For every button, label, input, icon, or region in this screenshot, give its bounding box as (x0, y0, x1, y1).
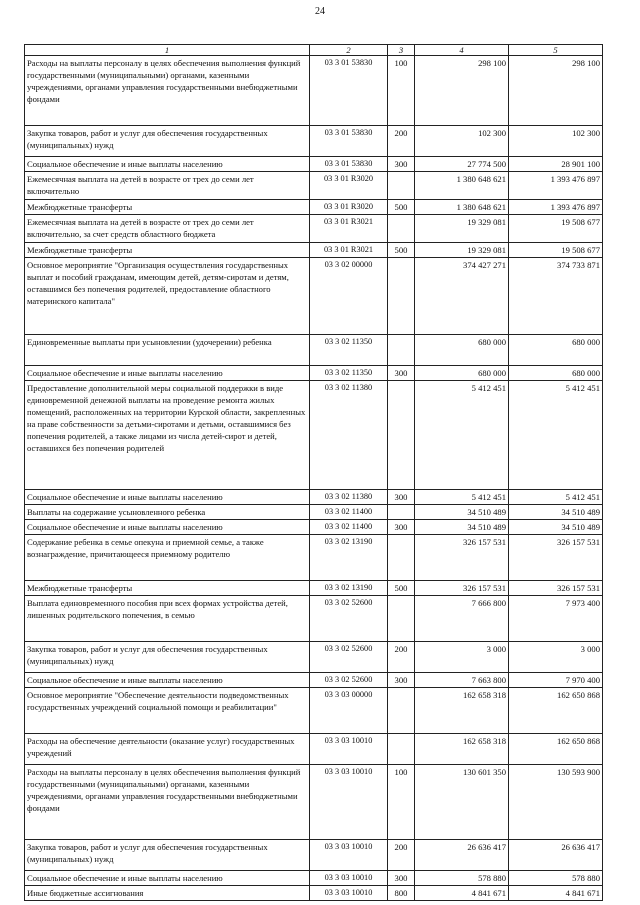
row-expense-type: 300 (388, 490, 415, 505)
column-header: 3 (388, 45, 415, 56)
row-code: 03 3 01 53830 (310, 126, 388, 157)
row-name: Единовременные выплаты при усыновлении (удочерении) ребенка (25, 335, 310, 366)
row-name: Закупка товаров, работ и услуг для обеспечения государственных (муниципальных) нужд (25, 642, 310, 673)
row-amount-year2: 19 508 677 (509, 215, 603, 243)
row-amount-year1: 5 412 451 (415, 490, 509, 505)
table-row (25, 581, 603, 596)
row-amount-year2: 5 412 451 (509, 381, 603, 490)
row-amount-year1: 326 157 531 (415, 581, 509, 596)
row-name: Расходы на выплаты персоналу в целях обеспечения выполнения функций государственными (муниципальными) органами, казенными учреждениями, органами управления государственными внебюджетными фондами (25, 765, 310, 840)
row-name: Социальное обеспечение и иные выплаты населению (25, 673, 310, 688)
row-code: 03 3 02 11400 (310, 520, 388, 535)
row-expense-type (388, 505, 415, 520)
row-amount-year2: 19 508 677 (509, 243, 603, 258)
row-code: 03 3 02 11380 (310, 490, 388, 505)
row-name: Социальное обеспечение и иные выплаты населению (25, 520, 310, 535)
row-amount-year1: 374 427 271 (415, 258, 509, 335)
row-code: 03 3 02 00000 (310, 258, 388, 335)
row-expense-type (388, 535, 415, 581)
table-row (25, 215, 603, 243)
row-amount-year1: 3 000 (415, 642, 509, 673)
row-amount-year2: 7 973 400 (509, 596, 603, 642)
row-name: Социальное обеспечение и иные выплаты населению (25, 490, 310, 505)
row-code: 03 3 01 R3020 (310, 200, 388, 215)
row-expense-type (388, 215, 415, 243)
row-expense-type: 300 (388, 871, 415, 886)
row-amount-year1: 4 841 671 (415, 886, 509, 901)
row-name: Основное мероприятие "Организация осуществления государственных выплат и пособий гражданам, имеющим детей, детям-сиротам и детям, оставшимся без попечения родителей, предоставление областного материнского капитала" (25, 258, 310, 335)
row-amount-year2: 34 510 489 (509, 505, 603, 520)
row-amount-year1: 680 000 (415, 366, 509, 381)
row-code: 03 3 02 11380 (310, 381, 388, 490)
row-name: Расходы на выплаты персоналу в целях обеспечения выполнения функций государственными (муниципальными) органами, казенными учреждениями, органами управления государственными внебюджетными фондами (25, 56, 310, 126)
row-expense-type (388, 596, 415, 642)
page-number: 24 (315, 6, 325, 17)
row-name: Ежемесячная выплата на детей в возрасте от трех до семи лет включительно, за счет средств областного бюджета (25, 215, 310, 243)
row-amount-year2: 26 636 417 (509, 840, 603, 871)
table-row (25, 886, 603, 901)
table-row (25, 673, 603, 688)
table-row (25, 871, 603, 886)
table-row (25, 157, 603, 172)
row-code: 03 3 02 13190 (310, 581, 388, 596)
table-row (25, 520, 603, 535)
row-code: 03 3 03 10010 (310, 734, 388, 765)
table-row (25, 490, 603, 505)
row-expense-type: 500 (388, 581, 415, 596)
row-amount-year1: 7 666 800 (415, 596, 509, 642)
row-amount-year1: 162 658 318 (415, 688, 509, 734)
row-name: Расходы на обеспечение деятельности (оказание услуг) государственных учреждений (25, 734, 310, 765)
row-amount-year2: 3 000 (509, 642, 603, 673)
row-amount-year1: 102 300 (415, 126, 509, 157)
row-code: 03 3 03 10010 (310, 840, 388, 871)
row-amount-year2: 1 393 476 897 (509, 172, 603, 200)
row-amount-year1: 34 510 489 (415, 505, 509, 520)
row-amount-year1: 7 663 800 (415, 673, 509, 688)
table-row (25, 381, 603, 490)
row-name: Закупка товаров, работ и услуг для обеспечения государственных (муниципальных) нужд (25, 840, 310, 871)
row-expense-type: 500 (388, 243, 415, 258)
row-name: Межбюджетные трансферты (25, 581, 310, 596)
row-amount-year2: 298 100 (509, 56, 603, 126)
row-expense-type: 200 (388, 840, 415, 871)
table-row (25, 258, 603, 335)
table-row (25, 126, 603, 157)
row-name: Ежемесячная выплата на детей в возрасте от трех до семи лет включительно (25, 172, 310, 200)
row-expense-type (388, 734, 415, 765)
row-code: 03 3 02 13190 (310, 535, 388, 581)
row-name: Социальное обеспечение и иные выплаты населению (25, 157, 310, 172)
row-code: 03 3 02 11350 (310, 366, 388, 381)
row-expense-type: 100 (388, 56, 415, 126)
row-amount-year2: 162 650 868 (509, 688, 603, 734)
table-row (25, 734, 603, 765)
row-code: 03 3 01 53830 (310, 56, 388, 126)
row-expense-type: 300 (388, 520, 415, 535)
row-amount-year1: 298 100 (415, 56, 509, 126)
row-amount-year1: 19 329 081 (415, 215, 509, 243)
table-row (25, 596, 603, 642)
row-amount-year1: 19 329 081 (415, 243, 509, 258)
row-expense-type (388, 258, 415, 335)
row-amount-year1: 326 157 531 (415, 535, 509, 581)
row-amount-year1: 680 000 (415, 335, 509, 366)
column-header: 4 (415, 45, 509, 56)
column-header: 2 (310, 45, 388, 56)
row-amount-year1: 130 601 350 (415, 765, 509, 840)
table-row (25, 688, 603, 734)
row-amount-year2: 34 510 489 (509, 520, 603, 535)
row-code: 03 3 03 00000 (310, 688, 388, 734)
row-name: Социальное обеспечение и иные выплаты населению (25, 871, 310, 886)
row-code: 03 3 01 R3021 (310, 243, 388, 258)
row-amount-year2: 680 000 (509, 366, 603, 381)
row-expense-type: 300 (388, 366, 415, 381)
row-expense-type: 200 (388, 126, 415, 157)
row-expense-type: 100 (388, 765, 415, 840)
table-row (25, 535, 603, 581)
row-amount-year1: 578 880 (415, 871, 509, 886)
row-amount-year2: 4 841 671 (509, 886, 603, 901)
row-name: Предоставление дополнительной меры социальной поддержки в виде единовременной денежной выплаты на проведение ремонта жилых помещений, расположенных на территории Курской области, закрепленных на праве собственности за детьми-сиротами и детьми, оставшимися без попечения родителей, а также лицами из числа детей-сирот и детей, оставшихся без попечения родителей (25, 381, 310, 490)
row-amount-year1: 1 380 648 621 (415, 172, 509, 200)
row-amount-year1: 5 412 451 (415, 381, 509, 490)
row-code: 03 3 02 11350 (310, 335, 388, 366)
row-expense-type: 800 (388, 886, 415, 901)
budget-table (24, 44, 603, 901)
row-amount-year2: 162 650 868 (509, 734, 603, 765)
row-amount-year2: 326 157 531 (509, 581, 603, 596)
table-row (25, 840, 603, 871)
row-name: Социальное обеспечение и иные выплаты населению (25, 366, 310, 381)
table-row (25, 172, 603, 200)
row-amount-year1: 162 658 318 (415, 734, 509, 765)
table-row (25, 200, 603, 215)
column-header: 1 (25, 45, 310, 56)
row-name: Межбюджетные трансферты (25, 243, 310, 258)
row-expense-type (388, 688, 415, 734)
row-code: 03 3 02 52600 (310, 596, 388, 642)
row-name: Выплаты на содержание усыновленного ребенка (25, 505, 310, 520)
row-code: 03 3 03 10010 (310, 765, 388, 840)
table-row (25, 335, 603, 366)
table-header-row (25, 45, 603, 56)
row-amount-year2: 578 880 (509, 871, 603, 886)
column-header: 5 (509, 45, 603, 56)
row-amount-year2: 130 593 900 (509, 765, 603, 840)
row-code: 03 3 02 11400 (310, 505, 388, 520)
row-expense-type (388, 381, 415, 490)
row-amount-year2: 7 970 400 (509, 673, 603, 688)
row-amount-year2: 326 157 531 (509, 535, 603, 581)
row-name: Закупка товаров, работ и услуг для обеспечения государственных (муниципальных) нужд (25, 126, 310, 157)
row-code: 03 3 02 52600 (310, 673, 388, 688)
row-name: Иные бюджетные ассигнования (25, 886, 310, 901)
row-name: Выплата единовременного пособия при всех формах устройства детей, лишенных родительского попечения, в семью (25, 596, 310, 642)
row-code: 03 3 01 R3021 (310, 215, 388, 243)
row-expense-type: 200 (388, 642, 415, 673)
table-row (25, 56, 603, 126)
row-amount-year2: 680 000 (509, 335, 603, 366)
row-expense-type: 300 (388, 157, 415, 172)
row-amount-year2: 1 393 476 897 (509, 200, 603, 215)
row-expense-type (388, 172, 415, 200)
row-code: 03 3 01 53830 (310, 157, 388, 172)
table-row (25, 765, 603, 840)
row-expense-type (388, 335, 415, 366)
row-code: 03 3 01 R3020 (310, 172, 388, 200)
row-amount-year1: 26 636 417 (415, 840, 509, 871)
table-row (25, 505, 603, 520)
table-row (25, 366, 603, 381)
row-code: 03 3 03 10010 (310, 871, 388, 886)
row-name: Основное мероприятие "Обеспечение деятельности подведомственных государственных учреждений социальной помощи и реабилитации" (25, 688, 310, 734)
row-amount-year1: 27 774 500 (415, 157, 509, 172)
row-amount-year2: 5 412 451 (509, 490, 603, 505)
table-row (25, 642, 603, 673)
row-code: 03 3 02 52600 (310, 642, 388, 673)
row-amount-year1: 1 380 648 621 (415, 200, 509, 215)
row-expense-type: 300 (388, 673, 415, 688)
row-name: Содержание ребенка в семье опекуна и приемной семье, а также вознаграждение, причитающееся приемному родителю (25, 535, 310, 581)
table-row (25, 243, 603, 258)
row-amount-year2: 102 300 (509, 126, 603, 157)
row-expense-type: 500 (388, 200, 415, 215)
row-amount-year2: 374 733 871 (509, 258, 603, 335)
row-amount-year1: 34 510 489 (415, 520, 509, 535)
row-amount-year2: 28 901 100 (509, 157, 603, 172)
row-code: 03 3 03 10010 (310, 886, 388, 901)
row-name: Межбюджетные трансферты (25, 200, 310, 215)
